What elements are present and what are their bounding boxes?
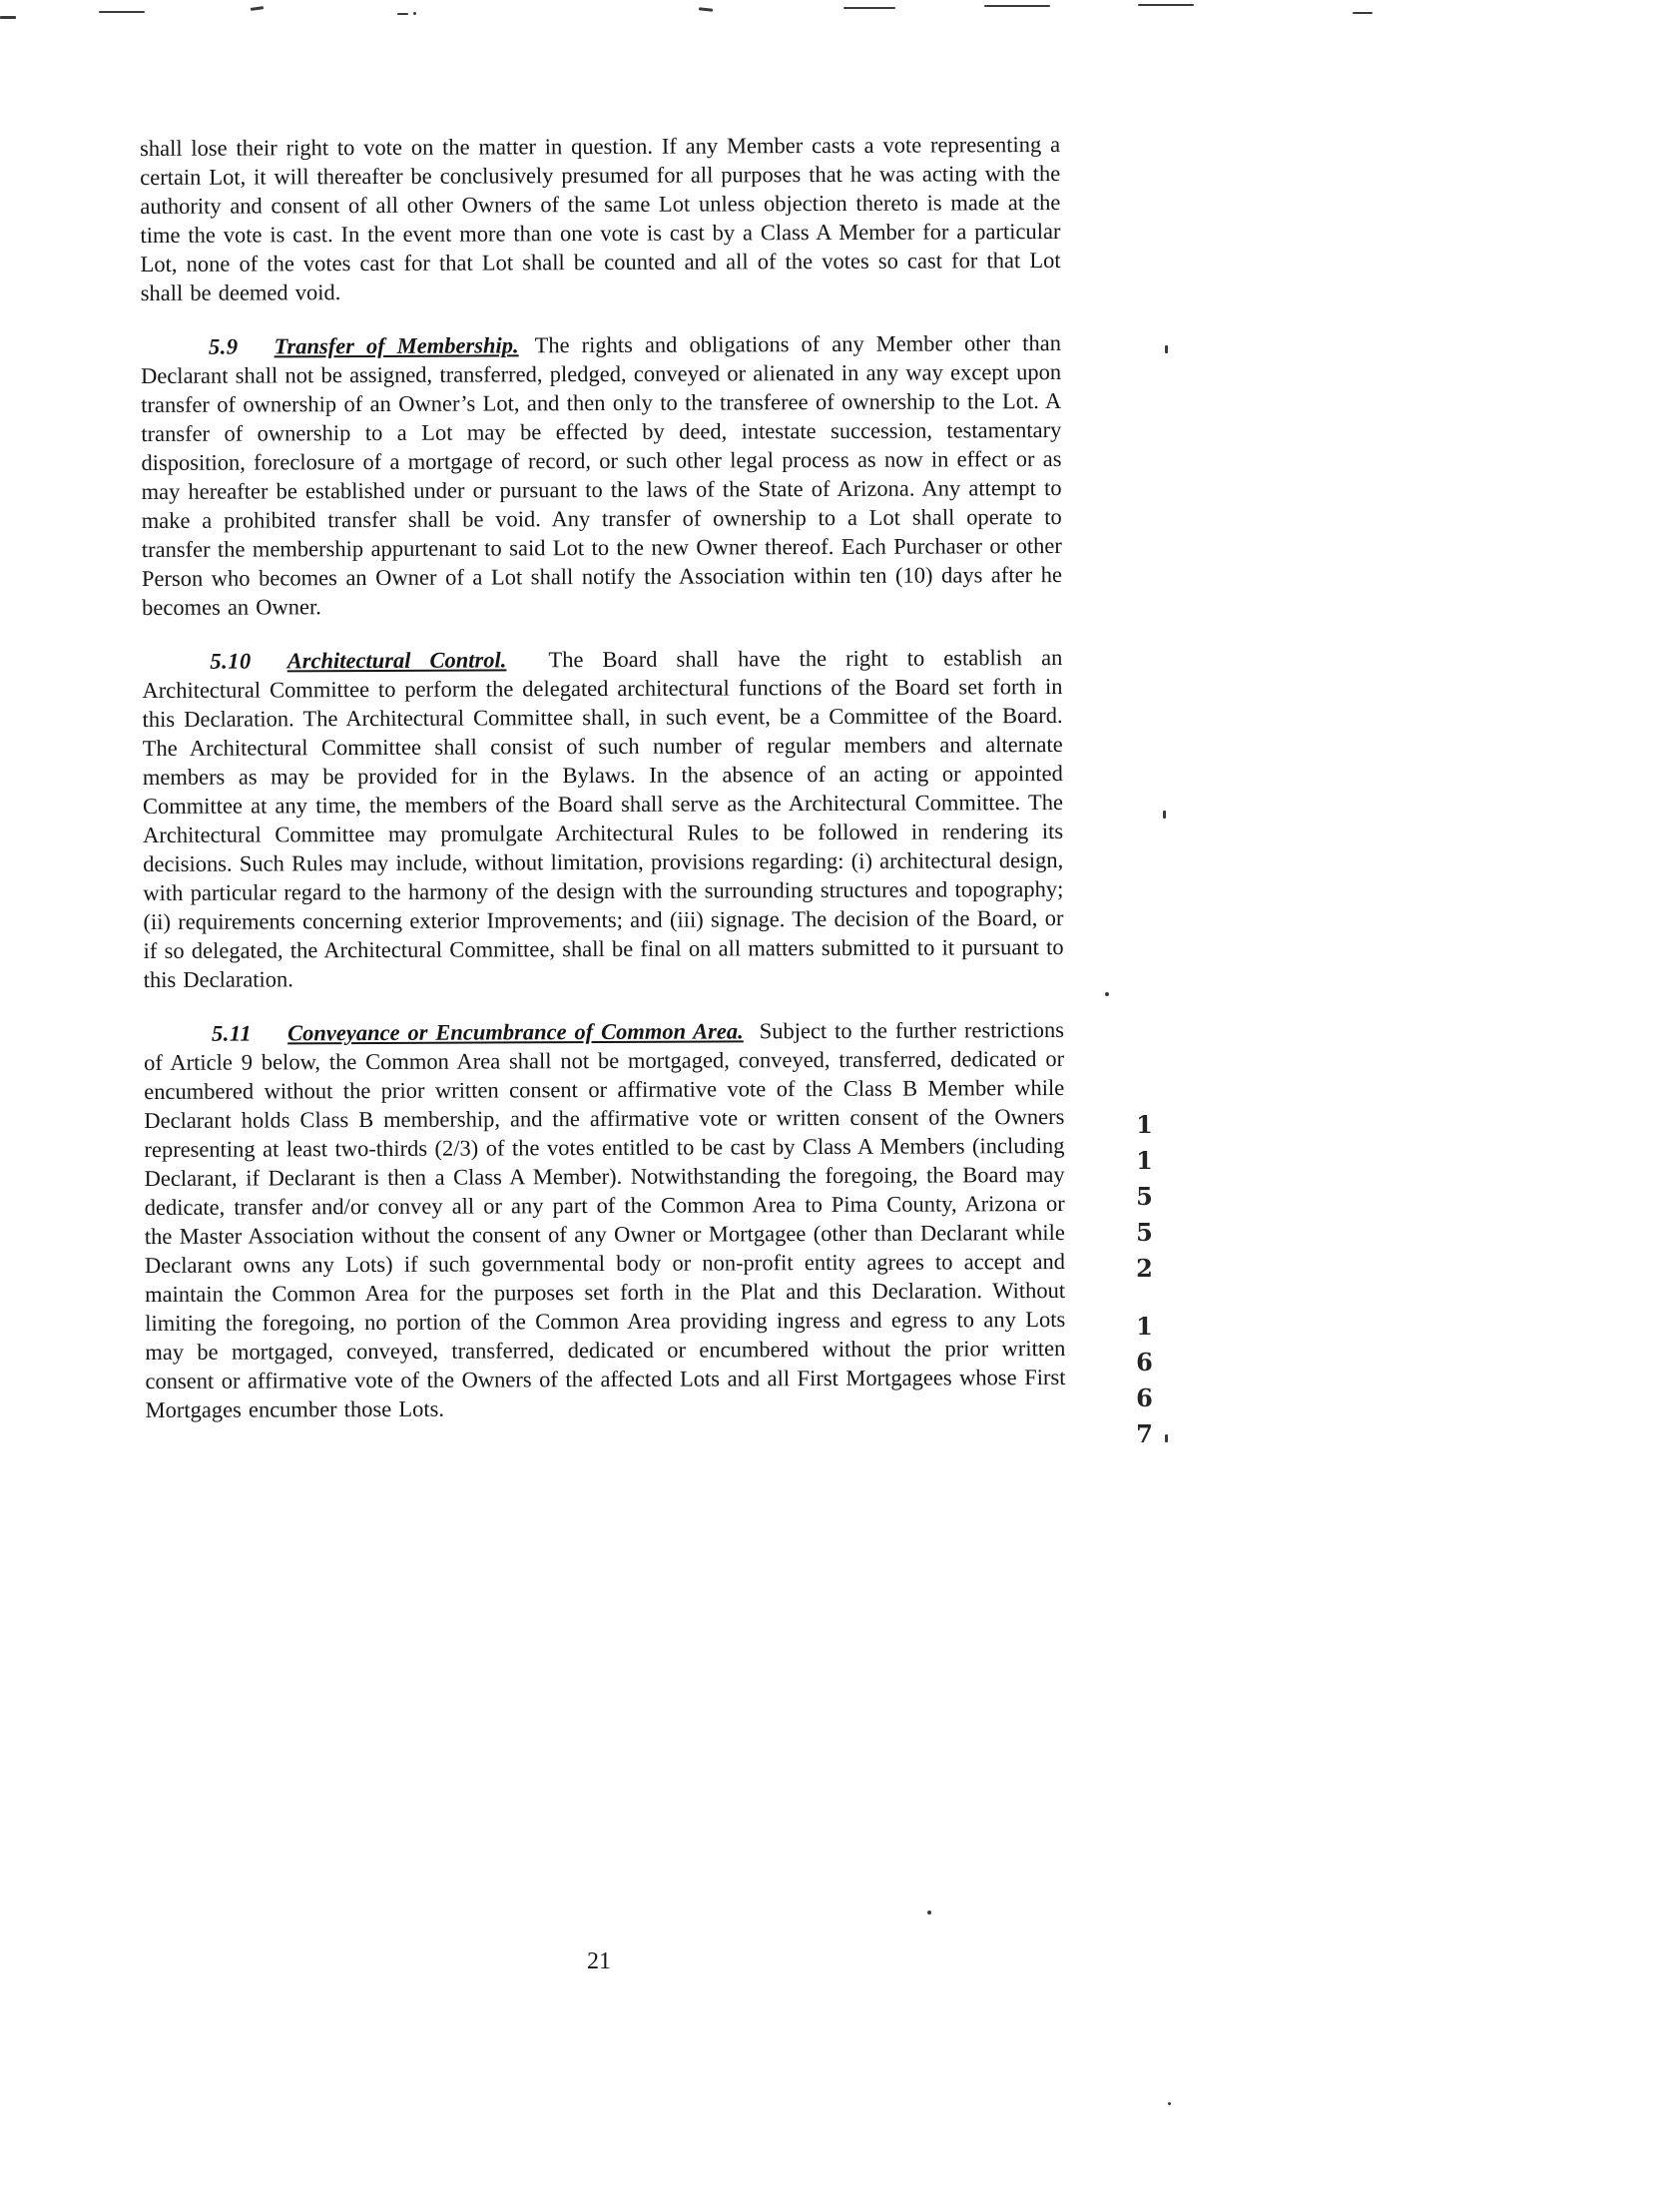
section-title: Conveyance or Encumbrance of Common Area. [287, 1018, 744, 1046]
scan-artifact [1105, 992, 1109, 996]
section-body: The Board shall have the right to establish an Architectural Committee to perform the delegated architectural functions of the Board set forth in this Declaration. The Architectural Committee shall, in such event, be a Committee of the Board. The Architectural Committee shall consist of such number of regular members and alternate members as may be provided for in the Bylaws. In the absence of an acting or appointed Committee at any time, the members of the Board shall serve as the Architectural Committee. The Architectural Committee may promulgate Architectural Rules to be followed in rendering its decisions. Such Rules may include, without limitation, provisions regarding: (i) architectural design, with particular regard to the harmony of the design with the surrounding structures and topography; (ii) requirements concerning exterior Improvements; and (iii) signage. The decision of the Board, or if so delegated, the Architectural Committee, shall be final on all matters submitted to it pursuant to this Declaration. [142, 644, 1064, 992]
section-5-10 [142, 643, 1064, 994]
scan-artifact [699, 7, 713, 11]
page-number: 21 [587, 1948, 611, 1974]
scan-artifact [397, 13, 408, 15]
scan-artifact [984, 5, 1050, 7]
section-number: 5.9 [208, 333, 239, 359]
margin-recording-stamp [1130, 1110, 1159, 1455]
scan-artifact [1138, 4, 1194, 6]
stamp-number-top: 11552 [1130, 1110, 1159, 1290]
section-title: Architectural Control. [286, 647, 507, 674]
scan-artifact [1168, 2102, 1171, 2105]
scan-artifact [843, 7, 895, 9]
paragraph-voting-continuation: shall lose their right to vote on the matter in question. If any Member casts a vote representing a certain Lot, it will thereafter be conclusively presumed for all purposes that he was acting with the authority and consent of all other Owners of the same Lot unless objection thereto is made at the time the vote is cast. In the event more than one vote is cast by a Class A Member for a particular Lot, none of the votes cast for that Lot shall be counted and all of the votes so cast for that Lot shall be deemed void. [140, 131, 1061, 305]
scan-artifact [1165, 1434, 1168, 1442]
stamp-number-bottom: 1667 [1130, 1312, 1159, 1455]
section-5-9 [141, 328, 1062, 622]
section-number: 5.11 [211, 1020, 253, 1046]
scan-artifact [927, 1911, 931, 1915]
section-number: 5.10 [210, 648, 252, 674]
scan-artifact [413, 12, 416, 15]
text-column [140, 130, 1066, 1424]
scan-artifact [1165, 345, 1168, 353]
section-body: The rights and obligations of any Member other than Declarant shall not be assigned, transferred, pledged, conveyed or alienated in any way except upon transfer of ownership of an Owner’s Lot, and then only to the transferee of ownership to the Lot. A transfer of ownership to a Lot may be effected by deed, intestate succession, testamentary disposition, foreclosure of a mortgage of record, or such other legal process as now in effect or as may hereafter be established under or pursuant to the laws of the State of Arizona. Any attempt to make a prohibited transfer shall be void. Any transfer of ownership to a Lot shall operate to transfer the membership appurtenant to said Lot to the new Owner thereof. Each Purchaser or other Person who becomes an Owner of a Lot shall notify the Association within ten (10) days after he becomes an Owner. [141, 329, 1062, 620]
section-title: Transfer of Membership. [274, 332, 519, 359]
scan-artifact [1163, 811, 1166, 819]
scan-artifact [99, 11, 145, 13]
scan-artifact [0, 16, 16, 19]
section-5-11 [144, 1015, 1066, 1424]
section-body: Subject to the further restrictions of Article 9 below, the Common Area shall not be mortgaged, conveyed, transferred, dedicated or encumbered without the prior written consent or affirmative vote of the Class B Member while Declarant holds Class B membership, and the affirmative vote or written consent of the Owners representing at least two-thirds (2/3) of the votes entitled to be cast by Class A Members (including Declarant, if Declarant is then a Class A Member). Notwithstanding the foregoing, the Board may dedicate, transfer and/or convey all or any part of the Common Area to Pima County, Arizona or the Master Association without the consent of any Owner or Mortgagee (other than Declarant while Declarant owns any Lots) if such governmental body or non-profit entity agrees to accept and maintain the Common Area for the purposes set forth in the Plat and this Declaration. Without limiting the foregoing, no portion of the Common Area providing ingress and egress to any Lots may be mortgaged, conveyed, transferred, dedicated or encumbered without the prior written consent or affirmative vote of the Owners of the affected Lots and all First Mortgagees whose First Mortgages encumber those Lots. [144, 1016, 1066, 1422]
scan-artifact [251, 6, 264, 11]
scan-artifact [1353, 12, 1373, 14]
